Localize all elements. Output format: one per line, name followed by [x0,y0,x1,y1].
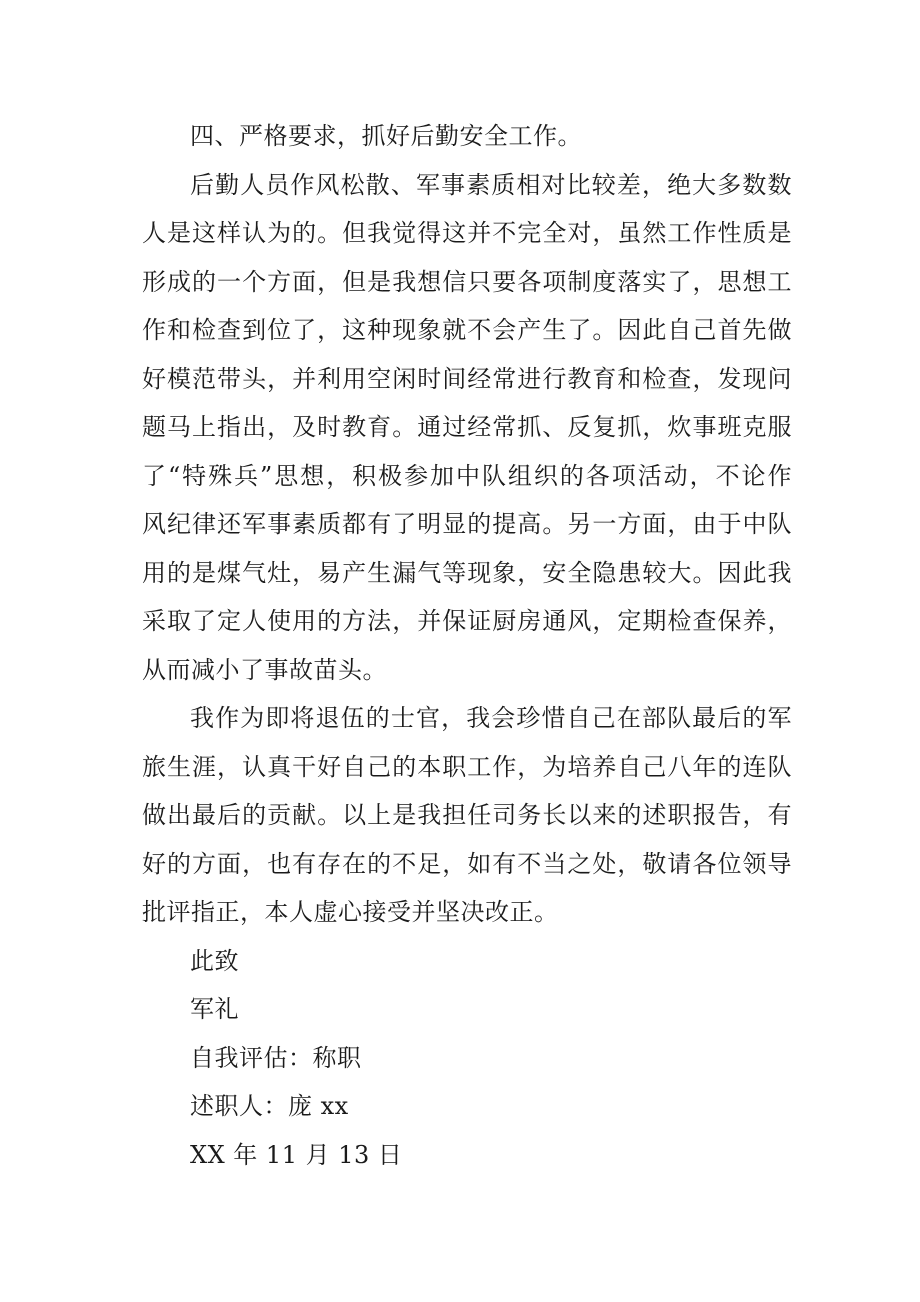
paragraph-line: 题马上指出，及时教育。通过经常抓、反复抓，炊事班克服 [142,413,792,441]
self-evaluation: 自我评估：称职 [190,1043,362,1072]
document-page [142,112,792,1179]
closing-salutation: 此致 [190,946,239,975]
section-heading: 四、严格要求，抓好后勤安全工作。 [190,122,582,150]
paragraph-line: 好的方面，也有存在的不足，如有不当之处，敬请各位领导 [142,849,792,878]
paragraph-line: 好模范带头，并利用空闲时间经常进行教育和检查，发现问 [142,364,792,393]
paragraph-line: 后勤人员作风松散、军事素质相对比较差，绝大多数数 [190,170,792,199]
paragraph-line: 从而减小了事故苗头。 [142,655,387,684]
report-date: XX 年 11 月 13 日 [190,1140,403,1169]
paragraph-line: 批评指正，本人虚心接受并坚决改正。 [142,898,559,926]
closing-salute: 军礼 [190,995,239,1023]
paragraph-line: 风纪律还军事素质都有了明显的提高。另一方面，由于中队 [142,510,792,538]
paragraph-line: 人是这样认为的。但我觉得这并不完全对，虽然工作性质是 [142,219,792,247]
paragraph-line: 用的是煤气灶，易产生漏气等现象，安全隐患较大。因此我 [142,558,792,587]
paragraph-line: 采取了定人使用的方法，并保证厨房通风，定期检查保养， [142,607,792,635]
paragraph-line: 了“特殊兵”思想，积极参加中队组织的各项活动，不论作 [142,461,792,490]
paragraph-conclusion [142,694,792,937]
paragraph-line: 形成的一个方面，但是我想信只要各项制度落实了，思想工 [142,267,792,296]
paragraph-line: 做出最后的贡献。以上是我担任司务长以来的述职报告，有 [142,801,792,829]
reporter-name: 述职人：庞 xx [190,1092,349,1120]
paragraph-line: 旅生涯，认真干好自己的本职工作，为培养自己八年的连队 [142,752,792,781]
paragraph-line: 作和检查到位了，这种现象就不会产生了。因此自己首先做 [142,316,792,344]
paragraph-logistics [142,161,792,695]
paragraph-line: 我作为即将退伍的士官，我会珍惜自己在部队最后的军 [190,704,792,732]
